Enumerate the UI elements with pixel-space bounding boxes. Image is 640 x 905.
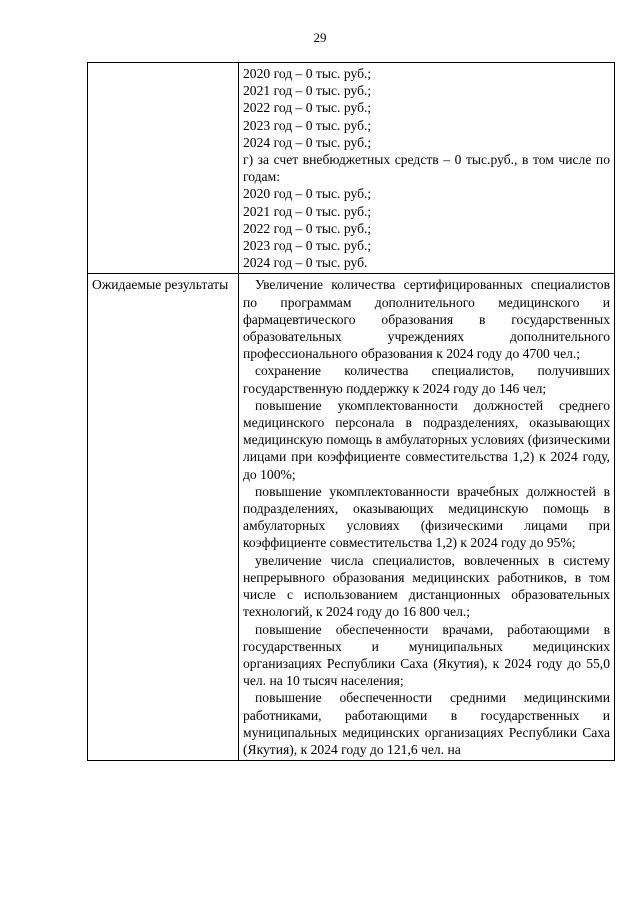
financing-line-2021: 2021 год – 0 тыс. руб.; — [243, 83, 372, 99]
result-item: Увеличение количества сертифицированных специалистов по программам дополнительного медицинского и фармацевтического образования в государственных образовательных учреждениях дополнительного профессионального образования к 2024 году до 4700 чел.; — [243, 277, 610, 362]
result-item: повышение укомплектованности врачебных должностей в подразделениях, оказывающих медицинскую помощь в амбулаторных условиях (физическими лицами при коэффициенте совместительства 1,2) к 2024 году до 95%; — [243, 483, 610, 551]
result-item: повышение обеспеченности врачами, работающими в государственных и муниципальных медицинских организациях Республики Саха (Якутия), к 2024 году до 55,0 чел. на 10 тысяч населения; — [243, 621, 610, 689]
result-item: повышение обеспеченности средними медицинскими работниками, работающими в государственных и муниципальных медицинских организациях Республики Саха (Якутия), к 2024 году до 121,6 чел. на — [243, 690, 610, 757]
financing-line-2024: 2024 год – 0 тыс. руб.; — [243, 134, 372, 150]
extrabudget-line-2022: 2022 год – 0 тыс. руб.; — [243, 220, 372, 236]
results-row — [88, 274, 615, 761]
extrabudget-line-2020: 2020 год – 0 тыс. руб.; — [243, 186, 372, 202]
financing-line-2020: 2020 год – 0 тыс. руб.; — [243, 66, 372, 81]
financing-label-cell — [88, 63, 239, 274]
financing-row — [88, 63, 615, 274]
program-passport-table — [87, 62, 615, 761]
extrabudget-line-2021: 2021 год – 0 тыс. руб.; — [243, 203, 372, 219]
extrabudget-line-2024: 2024 год – 0 тыс. руб. — [243, 255, 368, 271]
extrabudget-paragraph: г) за счет внебюджетных средств – 0 тыс.руб., в том числе по годам: — [243, 152, 610, 185]
results-label: Ожидаемые результаты — [88, 274, 239, 761]
financing-line-2023: 2023 год – 0 тыс. руб.; — [243, 117, 372, 133]
result-item: увеличение числа специалистов, вовлеченных в систему непрерывного образования медицинских работников, в том числе с использованием дистанционных образовательных технологий, к 2024 году до 16 800 чел.; — [243, 552, 610, 620]
results-value-cell — [239, 274, 615, 761]
result-item: сохранение количества специалистов, получивших государственную поддержку к 2024 году до 146 чел; — [243, 363, 610, 396]
extrabudget-line-2023: 2023 год – 0 тыс. руб.; — [243, 238, 372, 254]
result-item: повышение укомплектованности должностей среднего медицинского персонала в подразделениях, оказывающих медицинскую помощь в амбулаторных условиях (физическими лицами при коэффициенте совместительства 1,2) к 2024 году, до 100%; — [243, 397, 610, 482]
financing-value-cell — [239, 63, 615, 274]
page-number: 29 — [313, 30, 327, 45]
financing-line-2022: 2022 год – 0 тыс. руб.; — [243, 100, 372, 116]
